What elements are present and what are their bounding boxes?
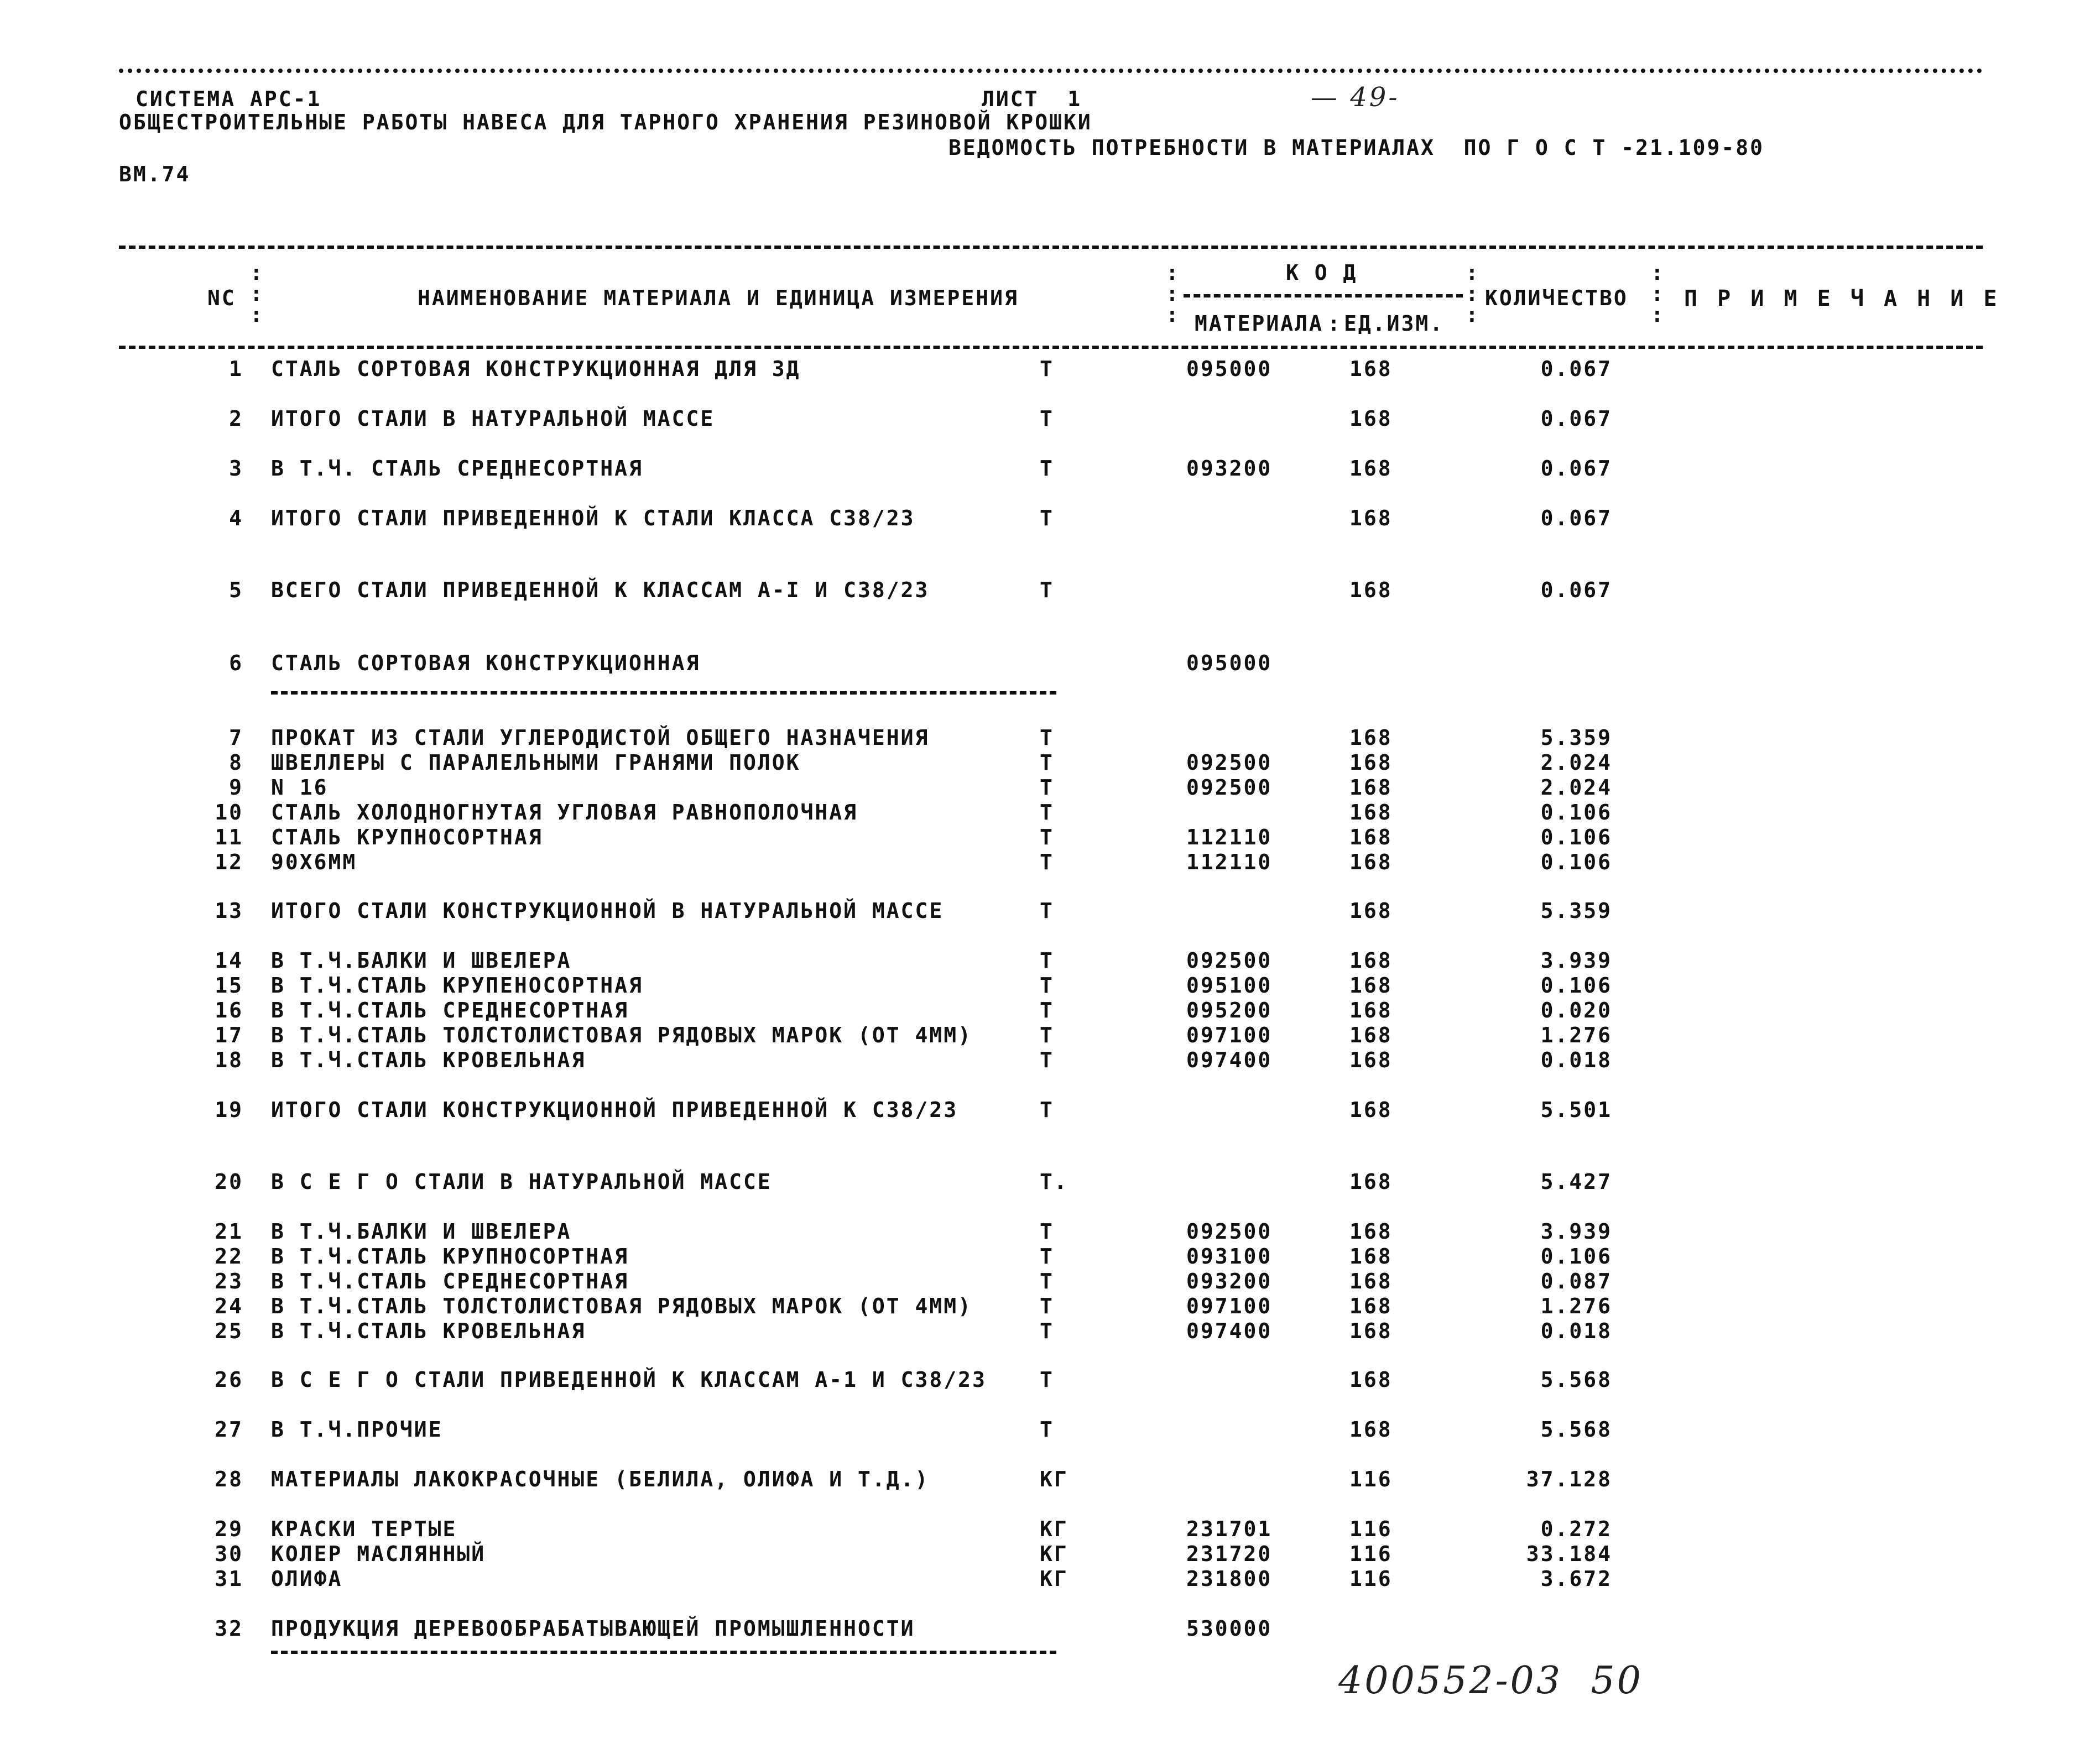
unit-code: 168 <box>1349 726 1393 750</box>
unit: Т <box>1040 1048 1054 1072</box>
unit: Т <box>1040 456 1054 481</box>
quantity: 0.087 <box>1540 1269 1612 1293</box>
unit-code: 116 <box>1349 1467 1393 1491</box>
material-name: МАТЕРИАЛЫ ЛАКОКРАСОЧНЫЕ (БЕЛИЛА, ОЛИФА И Т.Д.) <box>271 1467 930 1491</box>
unit-code: 168 <box>1349 750 1393 775</box>
unit-code: 116 <box>1349 1517 1393 1541</box>
material-name: ПРОКАТ ИЗ СТАЛИ УГЛЕРОДИСТОЙ ОБЩЕГО НАЗНАЧЕНИЯ <box>271 726 930 750</box>
material-name: СТАЛЬ КРУПНОСОРТНАЯ <box>271 825 543 849</box>
col-separator: : : : <box>1651 260 1664 327</box>
unit: Т <box>1040 357 1054 381</box>
system-label: СИСТЕМА АРС-1 <box>135 87 322 111</box>
material-name: В Т.Ч.ПРОЧИЕ <box>271 1417 443 1442</box>
material-code: 112110 <box>1186 825 1273 849</box>
material-code: 092500 <box>1186 1219 1273 1244</box>
row-number: 1 <box>229 357 243 381</box>
material-name: В Т.Ч.СТАЛЬ КРУПЕНОСОРТНАЯ <box>271 973 643 998</box>
material-name: N 16 <box>271 775 329 800</box>
unit: Т <box>1040 1023 1054 1047</box>
material-code: 231701 <box>1186 1517 1273 1541</box>
unit-code: 168 <box>1349 899 1393 923</box>
row-number: 6 <box>229 651 243 675</box>
unit: КГ <box>1040 1542 1069 1566</box>
unit-code: 168 <box>1349 850 1393 874</box>
material-name: СТАЛЬ СОРТОВАЯ КОНСТРУКЦИОННАЯ <box>271 651 701 675</box>
row-number: 11 <box>215 825 243 849</box>
row-number: 21 <box>215 1219 243 1244</box>
material-name: ИТОГО СТАЛИ В НАТУРАЛЬНОЙ МАССЕ <box>271 406 715 431</box>
unit-code: 168 <box>1349 1319 1393 1343</box>
material-name: В Т.Ч.СТАЛЬ ТОЛСТОЛИСТОВАЯ РЯДОВЫХ МАРОК (ОТ 4ММ) <box>271 1294 973 1318</box>
quantity: 0.106 <box>1540 1244 1612 1269</box>
quantity: 0.018 <box>1540 1319 1612 1343</box>
material-code: 092500 <box>1186 750 1273 775</box>
unit-code: 168 <box>1349 998 1393 1022</box>
row-number: 8 <box>229 750 243 775</box>
document-subtitle: ВЕДОМОСТЬ ПОТРЕБНОСТИ В МАТЕРИАЛАХ ПО Г О С Т -21.109-80 <box>948 135 1765 160</box>
unit-code: 168 <box>1349 825 1393 849</box>
material-code: 093200 <box>1186 1269 1273 1293</box>
unit: Т <box>1040 726 1054 750</box>
quantity: 0.106 <box>1540 825 1612 849</box>
quantity: 5.568 <box>1540 1417 1612 1442</box>
unit-code: 168 <box>1349 1368 1393 1392</box>
unit: Т <box>1040 825 1054 849</box>
row-number: 10 <box>215 800 243 824</box>
quantity: 5.501 <box>1540 1098 1612 1122</box>
column-header-quantity: КОЛИЧЕСТВО <box>1485 286 1628 310</box>
quantity: 3.939 <box>1540 1219 1612 1244</box>
unit-code: 168 <box>1349 775 1393 800</box>
row-number: 22 <box>215 1244 243 1269</box>
unit-code: 168 <box>1349 1294 1393 1318</box>
document-title: ОБЩЕСТРОИТЕЛЬНЫЕ РАБОТЫ НАВЕСА ДЛЯ ТАРНОГО ХРАНЕНИЯ РЕЗИНОВОЙ КРОШКИ <box>119 110 1092 134</box>
material-name: В Т.Ч.СТАЛЬ КРОВЕЛЬНАЯ <box>271 1048 586 1072</box>
unit: Т <box>1040 578 1054 602</box>
unit: Т <box>1040 1219 1054 1244</box>
col-separator: : <box>1327 311 1340 336</box>
col-separator: : : : <box>1466 260 1478 327</box>
unit-code: 168 <box>1349 1219 1393 1244</box>
material-name: ИТОГО СТАЛИ КОНСТРУКЦИОННОЙ ПРИВЕДЕННОЙ К С38/23 <box>271 1098 958 1122</box>
unit: Т <box>1040 406 1054 431</box>
quantity: 0.272 <box>1540 1517 1612 1541</box>
quantity: 0.018 <box>1540 1048 1612 1072</box>
material-code: 093100 <box>1186 1244 1273 1269</box>
material-name: КРАСКИ ТЕРТЫЕ <box>271 1517 457 1541</box>
unit: КГ <box>1040 1467 1069 1491</box>
row-number: 17 <box>215 1023 243 1047</box>
material-code: 095200 <box>1186 998 1273 1022</box>
unit: Т <box>1040 750 1054 775</box>
unit: Т <box>1040 1368 1054 1392</box>
quantity: 5.427 <box>1540 1170 1612 1194</box>
row-number: 16 <box>215 998 243 1022</box>
row-number: 2 <box>229 406 243 431</box>
unit: Т <box>1040 1244 1054 1269</box>
material-code: 092500 <box>1186 948 1273 973</box>
unit-code: 168 <box>1349 1048 1393 1072</box>
material-name: В Т.Ч.БАЛКИ И ШВЕЛЕРА <box>271 1219 572 1244</box>
material-code: 097100 <box>1186 1023 1273 1047</box>
unit: КГ <box>1040 1517 1069 1541</box>
material-code: 097400 <box>1186 1048 1273 1072</box>
material-name: В Т.Ч. СТАЛЬ СРЕДНЕСОРТНАЯ <box>271 456 643 481</box>
material-code: 112110 <box>1186 850 1273 874</box>
row-number: 29 <box>215 1517 243 1541</box>
row-number: 30 <box>215 1542 243 1566</box>
material-code: 530000 <box>1186 1616 1273 1641</box>
unit: Т <box>1040 998 1054 1022</box>
unit-code: 116 <box>1349 1542 1393 1566</box>
unit-code: 168 <box>1349 406 1393 431</box>
row-number: 28 <box>215 1467 243 1491</box>
quantity: 3.939 <box>1540 948 1612 973</box>
column-header-name: НАИМЕНОВАНИЕ МАТЕРИАЛА И ЕДИНИЦА ИЗМЕРЕНИЯ <box>418 286 1019 310</box>
row-number: 25 <box>215 1319 243 1343</box>
row-number: 9 <box>229 775 243 800</box>
material-name: ИТОГО СТАЛИ КОНСТРУКЦИОННОЙ В НАТУРАЛЬНОЙ МАССЕ <box>271 899 944 923</box>
material-code: 097400 <box>1186 1319 1273 1343</box>
material-name: ОЛИФА <box>271 1567 343 1591</box>
section-underline <box>271 691 1056 695</box>
table-header-bottom-rule <box>119 346 1983 349</box>
unit: Т <box>1040 1294 1054 1318</box>
unit-code: 168 <box>1349 948 1393 973</box>
unit: Т <box>1040 1319 1054 1343</box>
row-number: 15 <box>215 973 243 998</box>
unit: Т <box>1040 506 1054 530</box>
quantity: 37.128 <box>1526 1467 1612 1491</box>
unit-code: 168 <box>1349 800 1393 824</box>
section-underline <box>271 1651 1056 1654</box>
column-header-note: П Р И М Е Ч А Н И Е <box>1684 286 2000 311</box>
unit: КГ <box>1040 1567 1069 1591</box>
unit-code: 168 <box>1349 1098 1393 1122</box>
row-number: 14 <box>215 948 243 973</box>
quantity: 2.024 <box>1540 750 1612 775</box>
row-number: 19 <box>215 1098 243 1122</box>
material-name: В Т.Ч.СТАЛЬ КРУПНОСОРТНАЯ <box>271 1244 629 1269</box>
quantity: 1.276 <box>1540 1023 1612 1047</box>
handwritten-document-number: 400552-03 50 <box>1338 1659 1643 1703</box>
unit: Т. <box>1040 1170 1069 1194</box>
quantity: 0.067 <box>1540 456 1612 481</box>
unit: Т <box>1040 973 1054 998</box>
quantity: 0.106 <box>1540 850 1612 874</box>
col-separator: : : : <box>1166 260 1179 327</box>
table-top-rule <box>119 246 1983 249</box>
quantity: 5.359 <box>1540 726 1612 750</box>
row-number: 13 <box>215 899 243 923</box>
material-code: 097100 <box>1186 1294 1273 1318</box>
column-header-unit-code: ЕД.ИЗМ. <box>1344 311 1445 336</box>
material-name: ШВЕЛЛЕРЫ С ПАРАЛЕЛЬНЫМИ ГРАНЯМИ ПОЛОК <box>271 750 801 775</box>
material-code: 095000 <box>1186 651 1273 675</box>
row-number: 23 <box>215 1269 243 1293</box>
quantity: 0.106 <box>1540 800 1612 824</box>
column-header-code: К О Д <box>1286 260 1358 285</box>
material-name: 90Х6ММ <box>271 850 357 874</box>
row-number: 24 <box>215 1294 243 1318</box>
material-name: В С Е Г О СТАЛИ В НАТУРАЛЬНОЙ МАССЕ <box>271 1170 772 1194</box>
quantity: 0.067 <box>1540 578 1612 602</box>
unit-code: 168 <box>1349 578 1393 602</box>
material-code: 095100 <box>1186 973 1273 998</box>
material-name: В Т.Ч.СТАЛЬ СРЕДНЕСОРТНАЯ <box>271 998 629 1022</box>
unit-code: 116 <box>1349 1567 1393 1591</box>
material-code: 231800 <box>1186 1567 1273 1591</box>
unit: Т <box>1040 899 1054 923</box>
quantity: 2.024 <box>1540 775 1612 800</box>
material-name: КОЛЕР МАСЛЯННЫЙ <box>271 1542 486 1566</box>
unit-code: 168 <box>1349 506 1393 530</box>
quantity: 5.359 <box>1540 899 1612 923</box>
unit-code: 168 <box>1349 1417 1393 1442</box>
row-number: 20 <box>215 1170 243 1194</box>
material-name: ИТОГО СТАЛИ ПРИВЕДЕННОЙ К СТАЛИ КЛАССА С38/23 <box>271 506 915 530</box>
quantity: 1.276 <box>1540 1294 1612 1318</box>
top-dotted-rule <box>119 69 1983 73</box>
material-name: В Т.Ч.БАЛКИ И ШВЕЛЕРА <box>271 948 572 973</box>
unit-code: 168 <box>1349 456 1393 481</box>
quantity: 33.184 <box>1526 1542 1612 1566</box>
material-name: В С Е Г О СТАЛИ ПРИВЕДЕННОЙ К КЛАССАМ А-1 И С38/23 <box>271 1368 987 1392</box>
unit: Т <box>1040 1269 1054 1293</box>
row-number: 26 <box>215 1368 243 1392</box>
row-number: 27 <box>215 1417 243 1442</box>
quantity: 0.020 <box>1540 998 1612 1022</box>
page-mark: — 49- <box>1311 82 1400 113</box>
unit: Т <box>1040 800 1054 824</box>
unit-code: 168 <box>1349 1244 1393 1269</box>
material-code: 095000 <box>1186 357 1273 381</box>
quantity: 5.568 <box>1540 1368 1612 1392</box>
material-code: 093200 <box>1186 456 1273 481</box>
unit-code: 168 <box>1349 357 1393 381</box>
row-number: 31 <box>215 1567 243 1591</box>
unit-code: 168 <box>1349 973 1393 998</box>
unit: Т <box>1040 1098 1054 1122</box>
unit: Т <box>1040 775 1054 800</box>
row-number: 5 <box>229 578 243 602</box>
row-number: 4 <box>229 506 243 530</box>
code-group-rule <box>1184 294 1463 298</box>
col-separator: : : : <box>250 260 263 327</box>
unit-code: 168 <box>1349 1023 1393 1047</box>
quantity: 0.067 <box>1540 406 1612 431</box>
quantity: 0.067 <box>1540 357 1612 381</box>
unit-code: 168 <box>1349 1269 1393 1293</box>
material-code: 092500 <box>1186 775 1273 800</box>
material-name: В Т.Ч.СТАЛЬ КРОВЕЛЬНАЯ <box>271 1319 586 1343</box>
material-name: В Т.Ч.СТАЛЬ ТОЛСТОЛИСТОВАЯ РЯДОВЫХ МАРОК (ОТ 4ММ) <box>271 1023 973 1047</box>
row-number: 3 <box>229 456 243 481</box>
material-name: В Т.Ч.СТАЛЬ СРЕДНЕСОРТНАЯ <box>271 1269 629 1293</box>
material-name: СТАЛЬ СОРТОВАЯ КОНСТРУКЦИОННАЯ ДЛЯ ЗД <box>271 357 801 381</box>
document-code: ВМ.74 <box>119 162 191 186</box>
material-code: 231720 <box>1186 1542 1273 1566</box>
sheet-label: ЛИСТ 1 <box>982 87 1082 111</box>
material-name: ВСЕГО СТАЛИ ПРИВЕДЕННОЙ К КЛАССАМ А-I И С38/23 <box>271 578 930 602</box>
row-number: 12 <box>215 850 243 874</box>
quantity: 0.106 <box>1540 973 1612 998</box>
material-name: ПРОДУКЦИЯ ДЕРЕВООБРАБАТЫВАЮЩЕЙ ПРОМЫШЛЕННОСТИ <box>271 1616 915 1641</box>
column-header-material: МАТЕРИАЛА <box>1195 311 1323 336</box>
unit: Т <box>1040 1417 1054 1442</box>
unit: Т <box>1040 850 1054 874</box>
unit: Т <box>1040 948 1054 973</box>
column-header-nc: NC <box>207 286 236 310</box>
material-name: СТАЛЬ ХОЛОДНОГНУТАЯ УГЛОВАЯ РАВНОПОЛОЧНАЯ <box>271 800 858 824</box>
quantity: 0.067 <box>1540 506 1612 530</box>
row-number: 18 <box>215 1048 243 1072</box>
row-number: 32 <box>215 1616 243 1641</box>
quantity: 3.672 <box>1540 1567 1612 1591</box>
unit-code: 168 <box>1349 1170 1393 1194</box>
row-number: 7 <box>229 726 243 750</box>
